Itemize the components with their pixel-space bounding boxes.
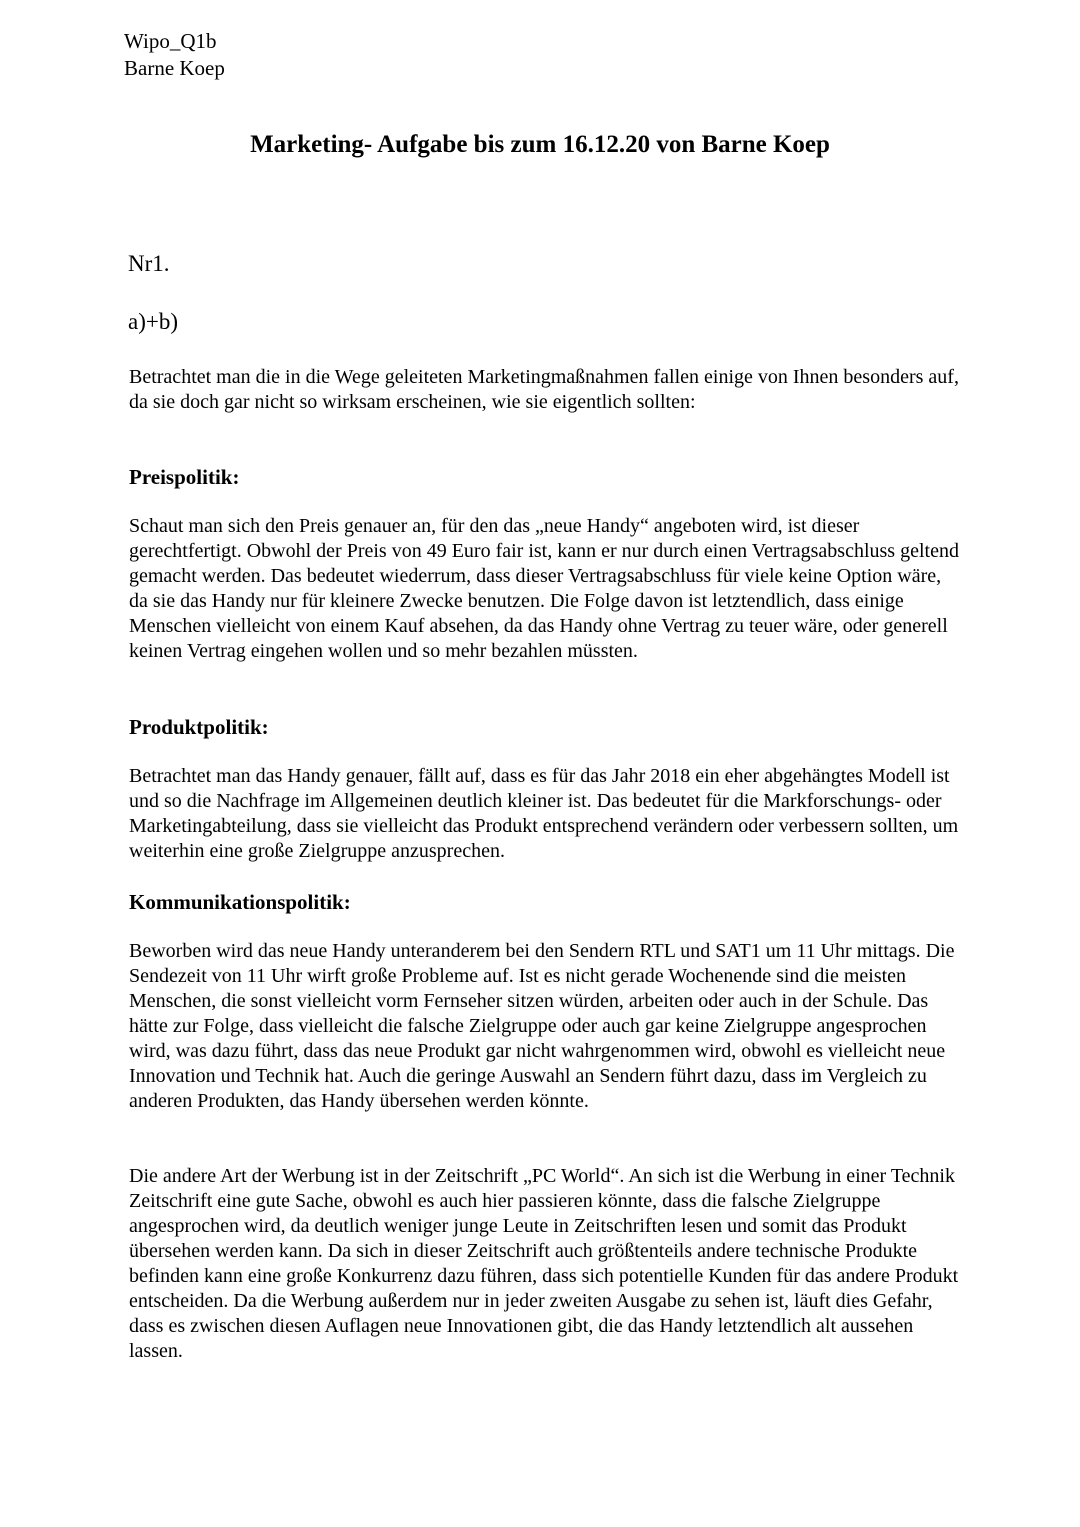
- paragraph: Betrachtet man das Handy genauer, fällt auf, dass es für das Jahr 2018 ein eher abgehängtes Modell ist und so die Nachfrage im Allgemeinen deutlich kleiner ist. Das bedeutet für die Markforschungs- oder Marketingabteilung, dass sie vielleicht das Produkt entsprechend verändern oder verbessern sollten, um weiterhin eine große Zielgruppe anzusprechen.: [129, 765, 959, 862]
- intro-paragraph: [129, 365, 959, 415]
- section-heading-preispolitik: Preispolitik:: [129, 465, 240, 489]
- task-number: Nr1.: [128, 251, 170, 276]
- paragraph: Beworben wird das neue Handy unteranderem bei den Sendern RTL und SAT1 um 11 Uhr mittags. Die Sendezeit von 11 Uhr wirft große Probleme auf. Ist es nicht gerade Wochenende sind die meisten Menschen, die sonst vielleicht vorm Fernseher sitzen würden, arbeiten oder auch in der Schule. Das hätte zur Folge, dass vielleicht die falsche Zielgruppe oder auch gar keine Zielgruppe angesprochen wird, was dazu führt, dass das neue Produkt gar nicht wahrgenommen wird, obwohl es vielleicht neue Innovation und Technik hat. Auch die geringe Auswahl an Sendern führt dazu, dass im Vergleich zu anderen Produkten, das Handy übersehen werden könnte.: [129, 940, 955, 1112]
- paragraph: Schaut man sich den Preis genauer an, für den das „neue Handy“ angeboten wird, ist dieser gerechtfertigt. Obwohl der Preis von 49 Euro fair ist, kann er nur durch einen Vertragsabschluss geltend gemacht werden. Das bedeutet wiederrum, dass dieser Vertragsabschluss für viele keine Option wäre, da sie das Handy nur für kleinere Zwecke benutzen. Die Folge davon ist letztendlich, dass einige Menschen vielleicht von einem Kauf absehen, da das Handy ohne Vertrag zu teuer wäre, oder generell keinen Vertrag eingehen wollen und so mehr bezahlen müssten.: [129, 515, 959, 662]
- page-header: [124, 28, 225, 82]
- intro-text: Betrachtet man die in die Wege geleiteten Marketingmaßnahmen fallen einige von Ihnen besonders auf, da sie doch gar nicht so wirksam erscheinen, wie sie eigentlich sollten:: [129, 366, 959, 413]
- section-body-produktpolitik: [129, 764, 959, 864]
- section-heading-produktpolitik: Produktpolitik:: [129, 715, 269, 739]
- document-title: Marketing- Aufgabe bis zum 16.12.20 von Barne Koep: [250, 131, 830, 158]
- author-label: Barne Koep: [124, 56, 225, 80]
- paragraph: Die andere Art der Werbung ist in der Zeitschrift „PC World“. An sich ist die Werbung in einer Technik Zeitschrift eine gute Sache, obwohl es auch hier passieren könnte, dass die falsche Zielgruppe angesprochen wird, da deutlich weniger junge Leute in Zeitschriften lesen und somit das Produkt übersehen werden kann. Da sich in dieser Zeitschrift auch größtenteils andere technische Produkte befinden kann eine große Konkurrenz dazu führen, dass sich potentielle Kunden für das andere Produkt entscheiden. Da die Werbung außerdem nur in jeder zweiten Ausgabe zu sehen ist, läuft dies Gefahr, dass es zwischen diesen Auflagen neue Innovationen gibt, die das Handy letztendlich alt aussehen lassen.: [129, 1165, 959, 1362]
- section-body-kommunikationspolitik: [129, 939, 959, 1114]
- section-body-preispolitik: [129, 514, 959, 664]
- course-label: Wipo_Q1b: [124, 29, 217, 53]
- section-heading-kommunikationspolitik: Kommunikationspolitik:: [129, 890, 351, 914]
- section-body-kommunikationspolitik-2: [129, 1164, 959, 1364]
- subtask-label: a)+b): [128, 309, 178, 334]
